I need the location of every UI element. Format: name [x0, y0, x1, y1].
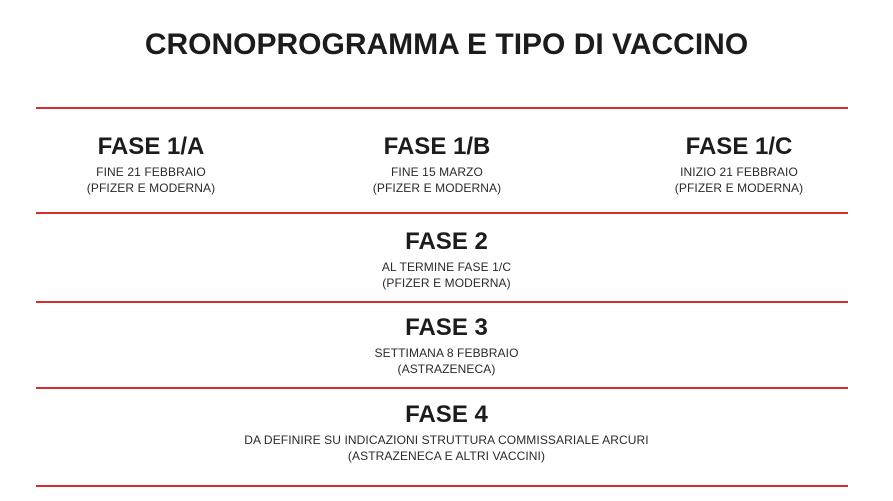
- phase-3-title: FASE 3: [405, 314, 488, 341]
- phase-3-vaccine: (ASTRAZENECA): [397, 361, 496, 376]
- phase-1a-title: FASE 1/A: [97, 133, 205, 160]
- phase-4-vaccine: (ASTRAZENECA E ALTRI VACCINI): [347, 448, 546, 463]
- phase-1b-vaccine: (PFIZER E MODERNA): [372, 180, 502, 195]
- phase-4-description: DA DEFINIRE SU INDICAZIONI STRUTTURA COMMISSARIALE ARCURI: [244, 432, 649, 447]
- divider-1: [36, 212, 848, 214]
- phase-3-date: SETTIMANA 8 FEBBRAIO: [374, 345, 519, 360]
- phase-4-title: FASE 4: [405, 401, 488, 428]
- phase-2-block: [0, 228, 893, 291]
- phase-1a-vaccine: (PFIZER E MODERNA): [86, 180, 216, 195]
- phase-1c-vaccine: (PFIZER E MODERNA): [674, 180, 804, 195]
- divider-top: [36, 107, 848, 109]
- phase-1c-title: FASE 1/C: [685, 133, 793, 160]
- phase-1a-block: [46, 133, 256, 196]
- phase-2-vaccine: (PFIZER E MODERNA): [382, 275, 511, 290]
- divider-2: [36, 301, 848, 303]
- phase-3-block: [0, 314, 893, 377]
- page-title: CRONOPROGRAMMA E TIPO DI VACCINO: [144, 28, 749, 61]
- phase-1c-block: [634, 133, 844, 196]
- phase-2-date: AL TERMINE FASE 1/C: [381, 259, 512, 274]
- phase-2-title: FASE 2: [405, 228, 488, 255]
- phase-1a-date: FINE 21 FEBBRAIO: [96, 164, 206, 179]
- phase-1c-date: INIZIO 21 FEBBRAIO: [680, 164, 798, 179]
- phase-1b-block: [332, 133, 542, 196]
- phase-1b-title: FASE 1/B: [383, 133, 491, 160]
- phase-1b-date: FINE 15 MARZO: [391, 164, 483, 179]
- divider-3: [36, 387, 848, 389]
- phase-4-block: [0, 401, 893, 464]
- divider-bottom: [36, 485, 848, 487]
